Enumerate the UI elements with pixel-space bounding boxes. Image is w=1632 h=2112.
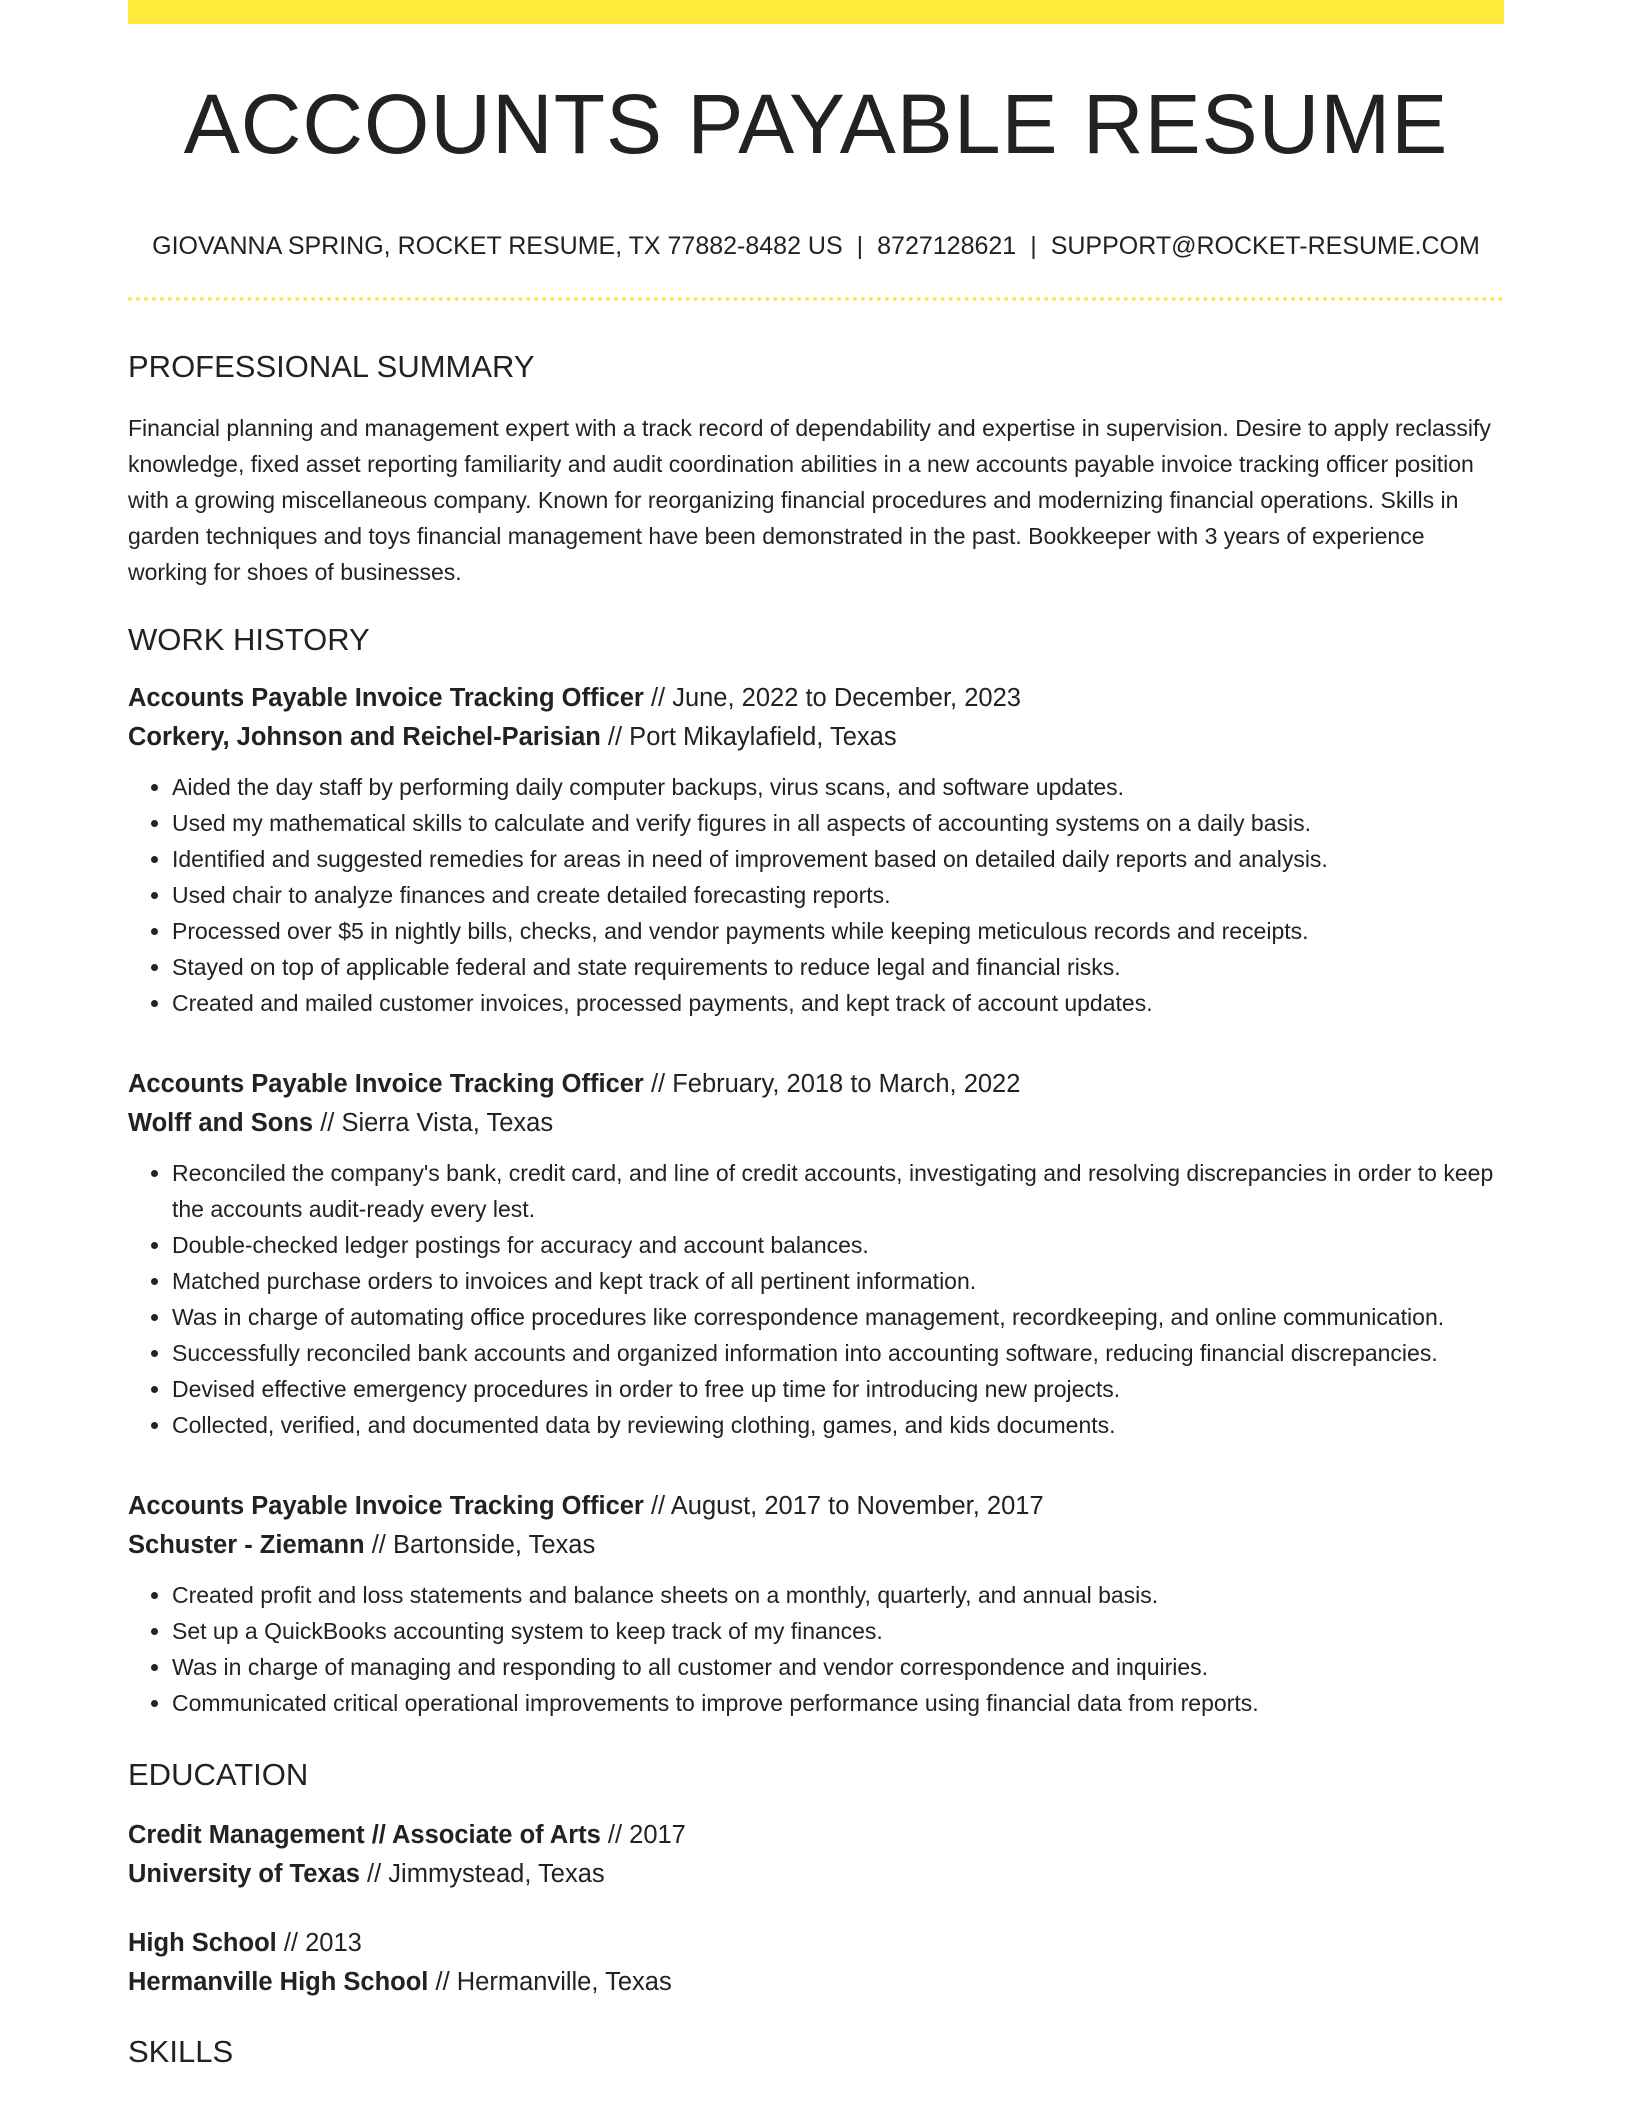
list-item: • Matched purchase orders to invoices and kept track of all pertinent information. [172,1263,1504,1299]
list-item: • Communicated critical operational improvements to improve performance using financial data from reports. [172,1685,1504,1721]
job-company: Schuster - Ziemann [128,1531,365,1559]
job-title: Accounts Payable Invoice Tracking Officer [128,684,644,712]
contact-separator: | [1030,232,1037,260]
list-item: • Successfully reconciled bank accounts and organized information into accounting software, reducing financial discrepancies. [172,1335,1504,1371]
job-location: // Bartonside, Texas [364,1531,596,1559]
resume-page [128,0,1504,2067]
job-entry [128,679,1504,1021]
job-title: Accounts Payable Invoice Tracking Officer [128,1492,644,1520]
job-company: Corkery, Johnson and Reichel-Parisian [128,723,601,751]
job-title-line [128,1487,1504,1526]
education-location: // Hermanville, Texas [428,1968,672,1996]
job-dates: // February, 2018 to March, 2022 [643,1070,1021,1098]
education-entry [128,1816,1504,1894]
education-degree-line [128,1924,1504,1963]
contact-phone: 8727128621 [877,232,1017,260]
education-year: // 2017 [600,1821,686,1849]
top-accent-bar [128,0,1504,24]
education-school: University of Texas [128,1860,360,1888]
job-bullet-list [128,1155,1504,1443]
summary-heading: PROFESSIONAL SUMMARY [128,349,535,384]
education-school-line [128,1855,1504,1894]
education-location: // Jimmystead, Texas [359,1860,605,1888]
education-degree: High School [128,1929,277,1957]
job-bullet-list [128,1577,1504,1721]
list-item: • Stayed on top of applicable federal and state requirements to reduce legal and financial risks. [172,949,1504,985]
list-item: • Set up a QuickBooks accounting system to keep track of my finances. [172,1613,1504,1649]
work-history-heading: WORK HISTORY [128,622,370,657]
education-school-line [128,1963,1504,2002]
list-item: • Used my mathematical skills to calculate and verify figures in all aspects of accounting systems on a daily basis. [172,805,1504,841]
list-item: • Created profit and loss statements and balance sheets on a monthly, quarterly, and annual basis. [172,1577,1504,1613]
job-entry [128,1065,1504,1443]
contact-email: SUPPORT@ROCKET-RESUME.COM [1050,232,1480,260]
job-title-line [128,1065,1504,1104]
list-item: • Collected, verified, and documented data by reviewing clothing, games, and kids documents. [172,1407,1504,1443]
list-item: • Created and mailed customer invoices, processed payments, and kept track of account updates. [172,985,1504,1021]
education-school: Hermanville High School [128,1968,429,1996]
dotted-divider [128,297,1504,301]
list-item: • Devised effective emergency procedures in order to free up time for introducing new projects. [172,1371,1504,1407]
education-year: // 2013 [276,1929,362,1957]
job-company-line [128,1526,1504,1565]
education-degree-line [128,1816,1504,1855]
contact-address: GIOVANNA SPRING, ROCKET RESUME, TX 77882-8482 US [152,232,843,260]
job-location: // Port Mikaylafield, Texas [600,723,897,751]
education-entry [128,1924,1504,2002]
job-dates: // August, 2017 to November, 2017 [643,1492,1044,1520]
job-bullet-list [128,769,1504,1021]
contact-line [128,234,1504,259]
resume-title: ACCOUNTS PAYABLE RESUME [183,77,1449,171]
list-item: • Processed over $5 in nightly bills, checks, and vendor payments while keeping meticulous records and receipts. [172,913,1504,949]
job-entry [128,1487,1504,1721]
list-item: • Double-checked ledger postings for accuracy and account balances. [172,1227,1504,1263]
job-title-line [128,679,1504,718]
job-company-line [128,718,1504,757]
list-item: • Aided the day staff by performing daily computer backups, virus scans, and software updates. [172,769,1504,805]
summary-text: Financial planning and management expert with a track record of dependability and expertise in supervision. Desire to apply reclassify knowledge, fixed asset reporting familiarity and audit coordination abilities in a new accounts payable invoice tracking officer position with a growing miscellaneous company. Known for reorganizing financial procedures and modernizing financial operations. Skills in garden techniques and toys financial management have been demonstrated in the past. Bookkeeper with 3 years of experience working for shoes of businesses. [128,415,1491,585]
list-item: • Reconciled the company's bank, credit card, and line of credit accounts, investigating and resolving discrepancies in order to keep the accounts audit-ready every lest. [172,1155,1504,1227]
job-dates: // June, 2022 to December, 2023 [643,684,1021,712]
list-item: • Used chair to analyze finances and create detailed forecasting reports. [172,877,1504,913]
job-title: Accounts Payable Invoice Tracking Officer [128,1070,644,1098]
skills-heading: SKILLS [128,2034,234,2069]
education-heading: EDUCATION [128,1757,309,1792]
job-company-line [128,1104,1504,1143]
job-location: // Sierra Vista, Texas [313,1109,554,1137]
contact-separator: | [856,232,864,260]
list-item: • Was in charge of automating office procedures like correspondence management, recordkeeping, and online communication. [172,1299,1504,1335]
list-item: • Was in charge of managing and responding to all customer and vendor correspondence and inquiries. [172,1649,1504,1685]
education-degree: Credit Management // Associate of Arts [128,1821,601,1849]
list-item: • Identified and suggested remedies for areas in need of improvement based on detailed daily reports and analysis. [172,841,1504,877]
job-company: Wolff and Sons [128,1109,314,1137]
